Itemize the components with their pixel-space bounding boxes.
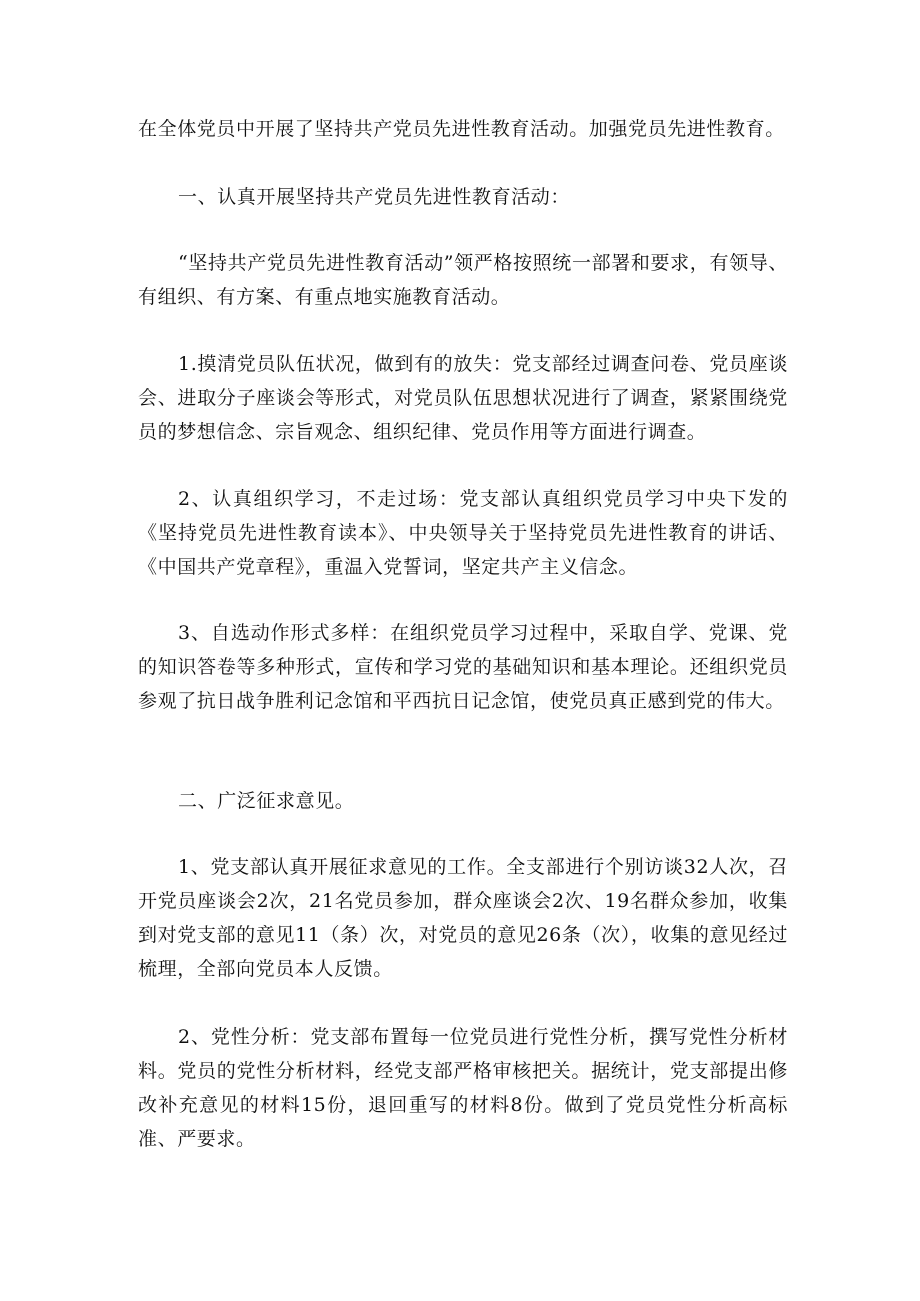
heading-section-1: 一、认真开展坚持共产党员先进性教育活动：	[178, 186, 571, 208]
paragraph-intro: 在全体党员中开展了坚持共产党员先进性教育活动。加强党员先进性教育。	[138, 118, 785, 140]
paragraph-item-1-2: 2、认真组织学习，不走过场：党支部认真组织党员学习中央下发的《坚持党员先进性教育读本》、中央领导关于坚持党员先进性教育的讲话、《中国共产党章程》，重温入党誓词，坚定共产主义信念。	[138, 488, 788, 578]
paragraph-section-1-summary: “坚持共产党员先进性教育活动”领严格按照统一部署和要求，有领导、有组织、有方案、有重点地实施教育活动。	[138, 252, 788, 308]
paragraph-item-2-1: 1、党支部认真开展征求意见的工作。全支部进行个别访谈32人次，召开党员座谈会2次，21名党员参加，群众座谈会2次、19名群众参加，收集到对党支部的意见11（条）次，对党员的意见26条（次），收集的意见经过梳理，全部向党员本人反馈。	[138, 856, 788, 980]
paragraph-item-1-1: 1.摸清党员队伍状况，做到有的放失：党支部经过调查问卷、党员座谈会、进取分子座谈会等形式，对党员队伍思想状况进行了调查，紧紧围绕党员的梦想信念、宗旨观念、组织纪律、党员作用等方面进行调查。	[138, 353, 788, 443]
heading-section-2: 二、广泛征求意见。	[178, 790, 355, 812]
paragraph-item-2-2: 2、党性分析：党支部布置每一位党员进行党性分析，撰写党性分析材料。党员的党性分析材料，经党支部严格审核把关。据统计，党支部提出修改补充意见的材料15份，退回重写的材料8份。做到了党员党性分析高标准、严要求。	[138, 1026, 788, 1150]
paragraph-item-1-3: 3、自选动作形式多样：在组织党员学习过程中，采取自学、党课、党的知识答卷等多种形式，宣传和学习党的基础知识和基本理论。还组织党员参观了抗日战争胜利记念馆和平西抗日记念馆，使党员真正感到党的伟大。	[138, 622, 788, 712]
